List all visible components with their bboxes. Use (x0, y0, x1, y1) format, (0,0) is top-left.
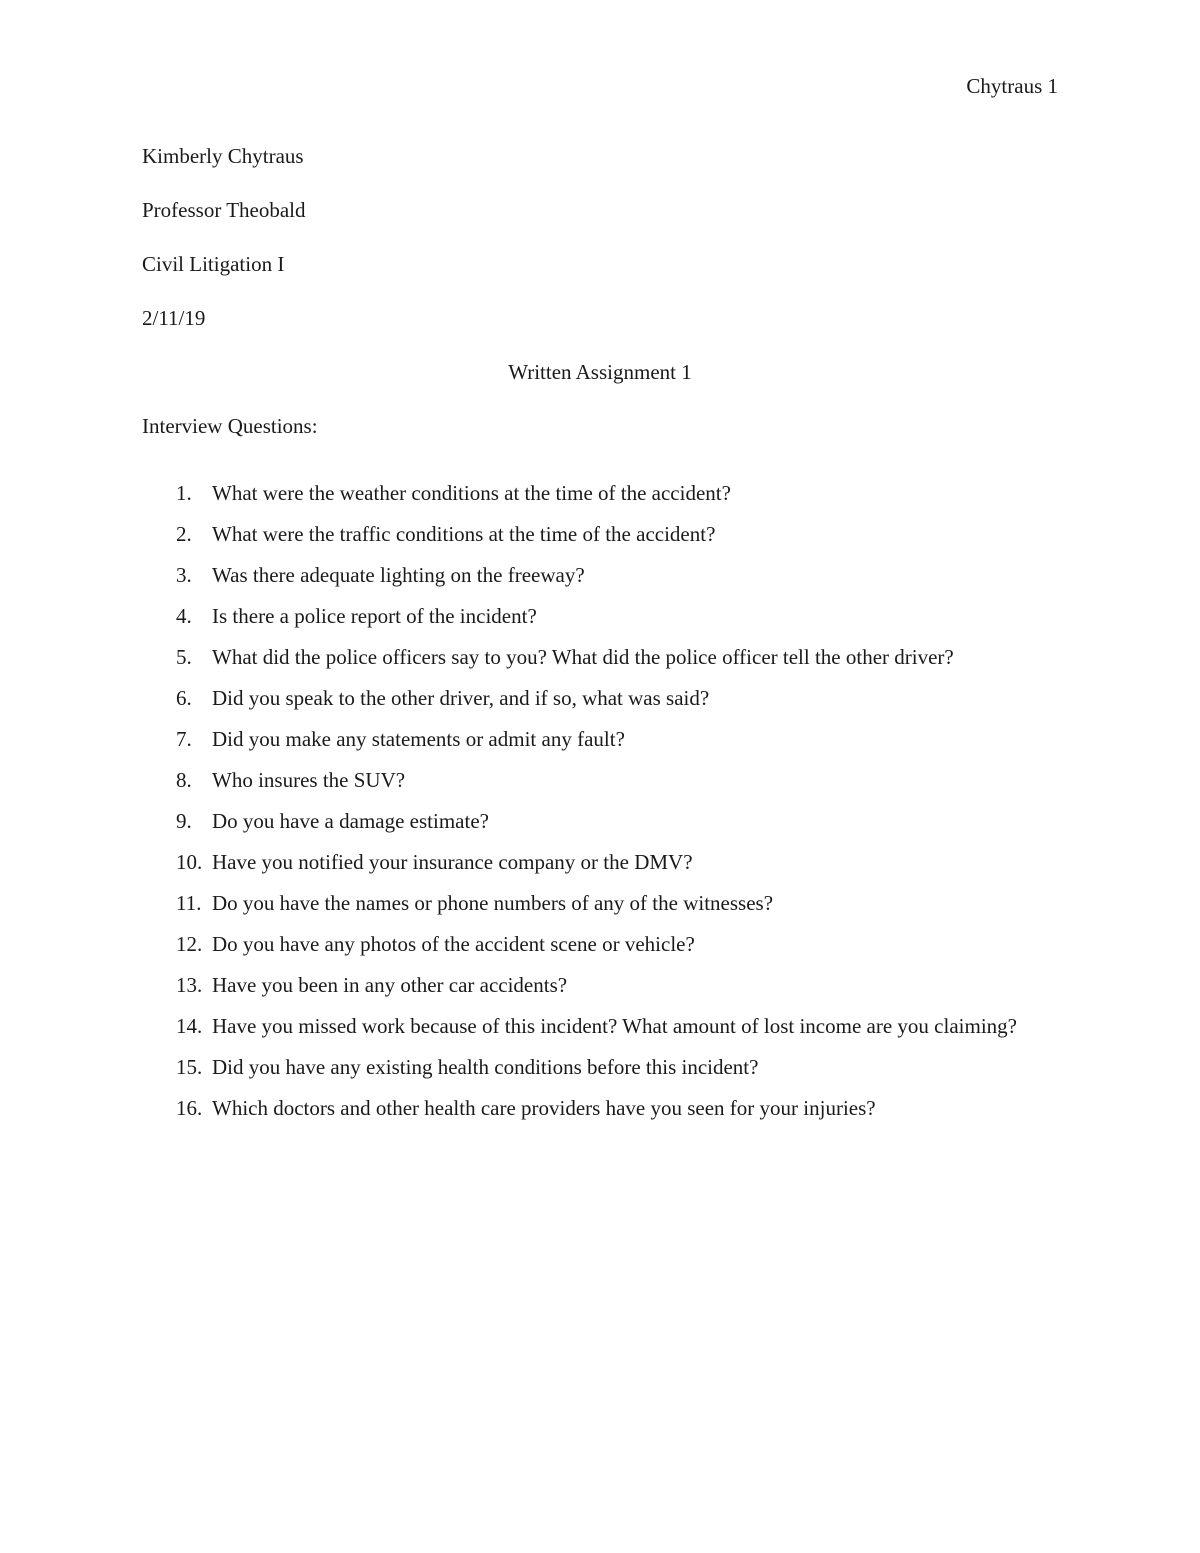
student-name: Kimberly Chytraus (142, 144, 304, 168)
question-text: Which doctors and other health care providers have you seen for your injuries? (212, 1096, 876, 1120)
professor-name: Professor Theobald (142, 198, 306, 222)
question-number: 9. (176, 809, 192, 833)
question-number: 7. (176, 727, 192, 751)
question-text: Is there a police report of the incident? (212, 604, 537, 628)
mla-heading (142, 142, 306, 358)
question-number: 12. (176, 932, 203, 956)
assignment-date: 2/11/19 (142, 306, 206, 330)
question-number: 4. (176, 604, 192, 628)
question-text: What were the traffic conditions at the time of the accident? (212, 522, 716, 546)
question-text: Did you have any existing health conditions before this incident? (212, 1055, 759, 1079)
question-number: 13. (176, 973, 203, 997)
question-text: Do you have a damage estimate? (212, 809, 489, 833)
question-text: What did the police officers say to you? What did the police officer tell the other driver? (212, 645, 954, 669)
question-text: Who insures the SUV? (212, 768, 406, 792)
question-number: 5. (176, 645, 192, 669)
question-number: 16. (176, 1096, 203, 1120)
question-number: 15. (176, 1055, 203, 1079)
question-number: 3. (176, 563, 192, 587)
question-item (142, 1081, 1060, 1135)
question-number: 6. (176, 686, 192, 710)
question-number: 1. (176, 481, 192, 505)
document-title: Written Assignment 1 (508, 360, 692, 384)
question-text: Have you been in any other car accidents? (212, 973, 568, 997)
question-number: 14. (176, 1014, 203, 1038)
question-text: Did you make any statements or admit any fault? (212, 727, 625, 751)
question-number: 2. (176, 522, 192, 546)
question-text: Did you speak to the other driver, and if so, what was said? (212, 686, 710, 710)
question-text: Do you have any photos of the accident scene or vehicle? (212, 932, 695, 956)
question-text: Have you notified your insurance company or the DMV? (212, 850, 693, 874)
section-label: Interview Questions: (142, 414, 318, 438)
question-number: 11. (176, 891, 202, 915)
course-name: Civil Litigation I (142, 252, 285, 276)
question-text: Have you missed work because of this incident? What amount of lost income are you claiming? (212, 1014, 1017, 1038)
question-list (142, 466, 1060, 1135)
question-text: What were the weather conditions at the time of the accident? (212, 481, 731, 505)
question-text: Was there adequate lighting on the freeway? (212, 563, 585, 587)
question-text: Do you have the names or phone numbers of any of the witnesses? (212, 891, 774, 915)
running-head: Chytraus 1 (966, 74, 1058, 98)
question-number: 8. (176, 768, 192, 792)
question-number: 10. (176, 850, 203, 874)
